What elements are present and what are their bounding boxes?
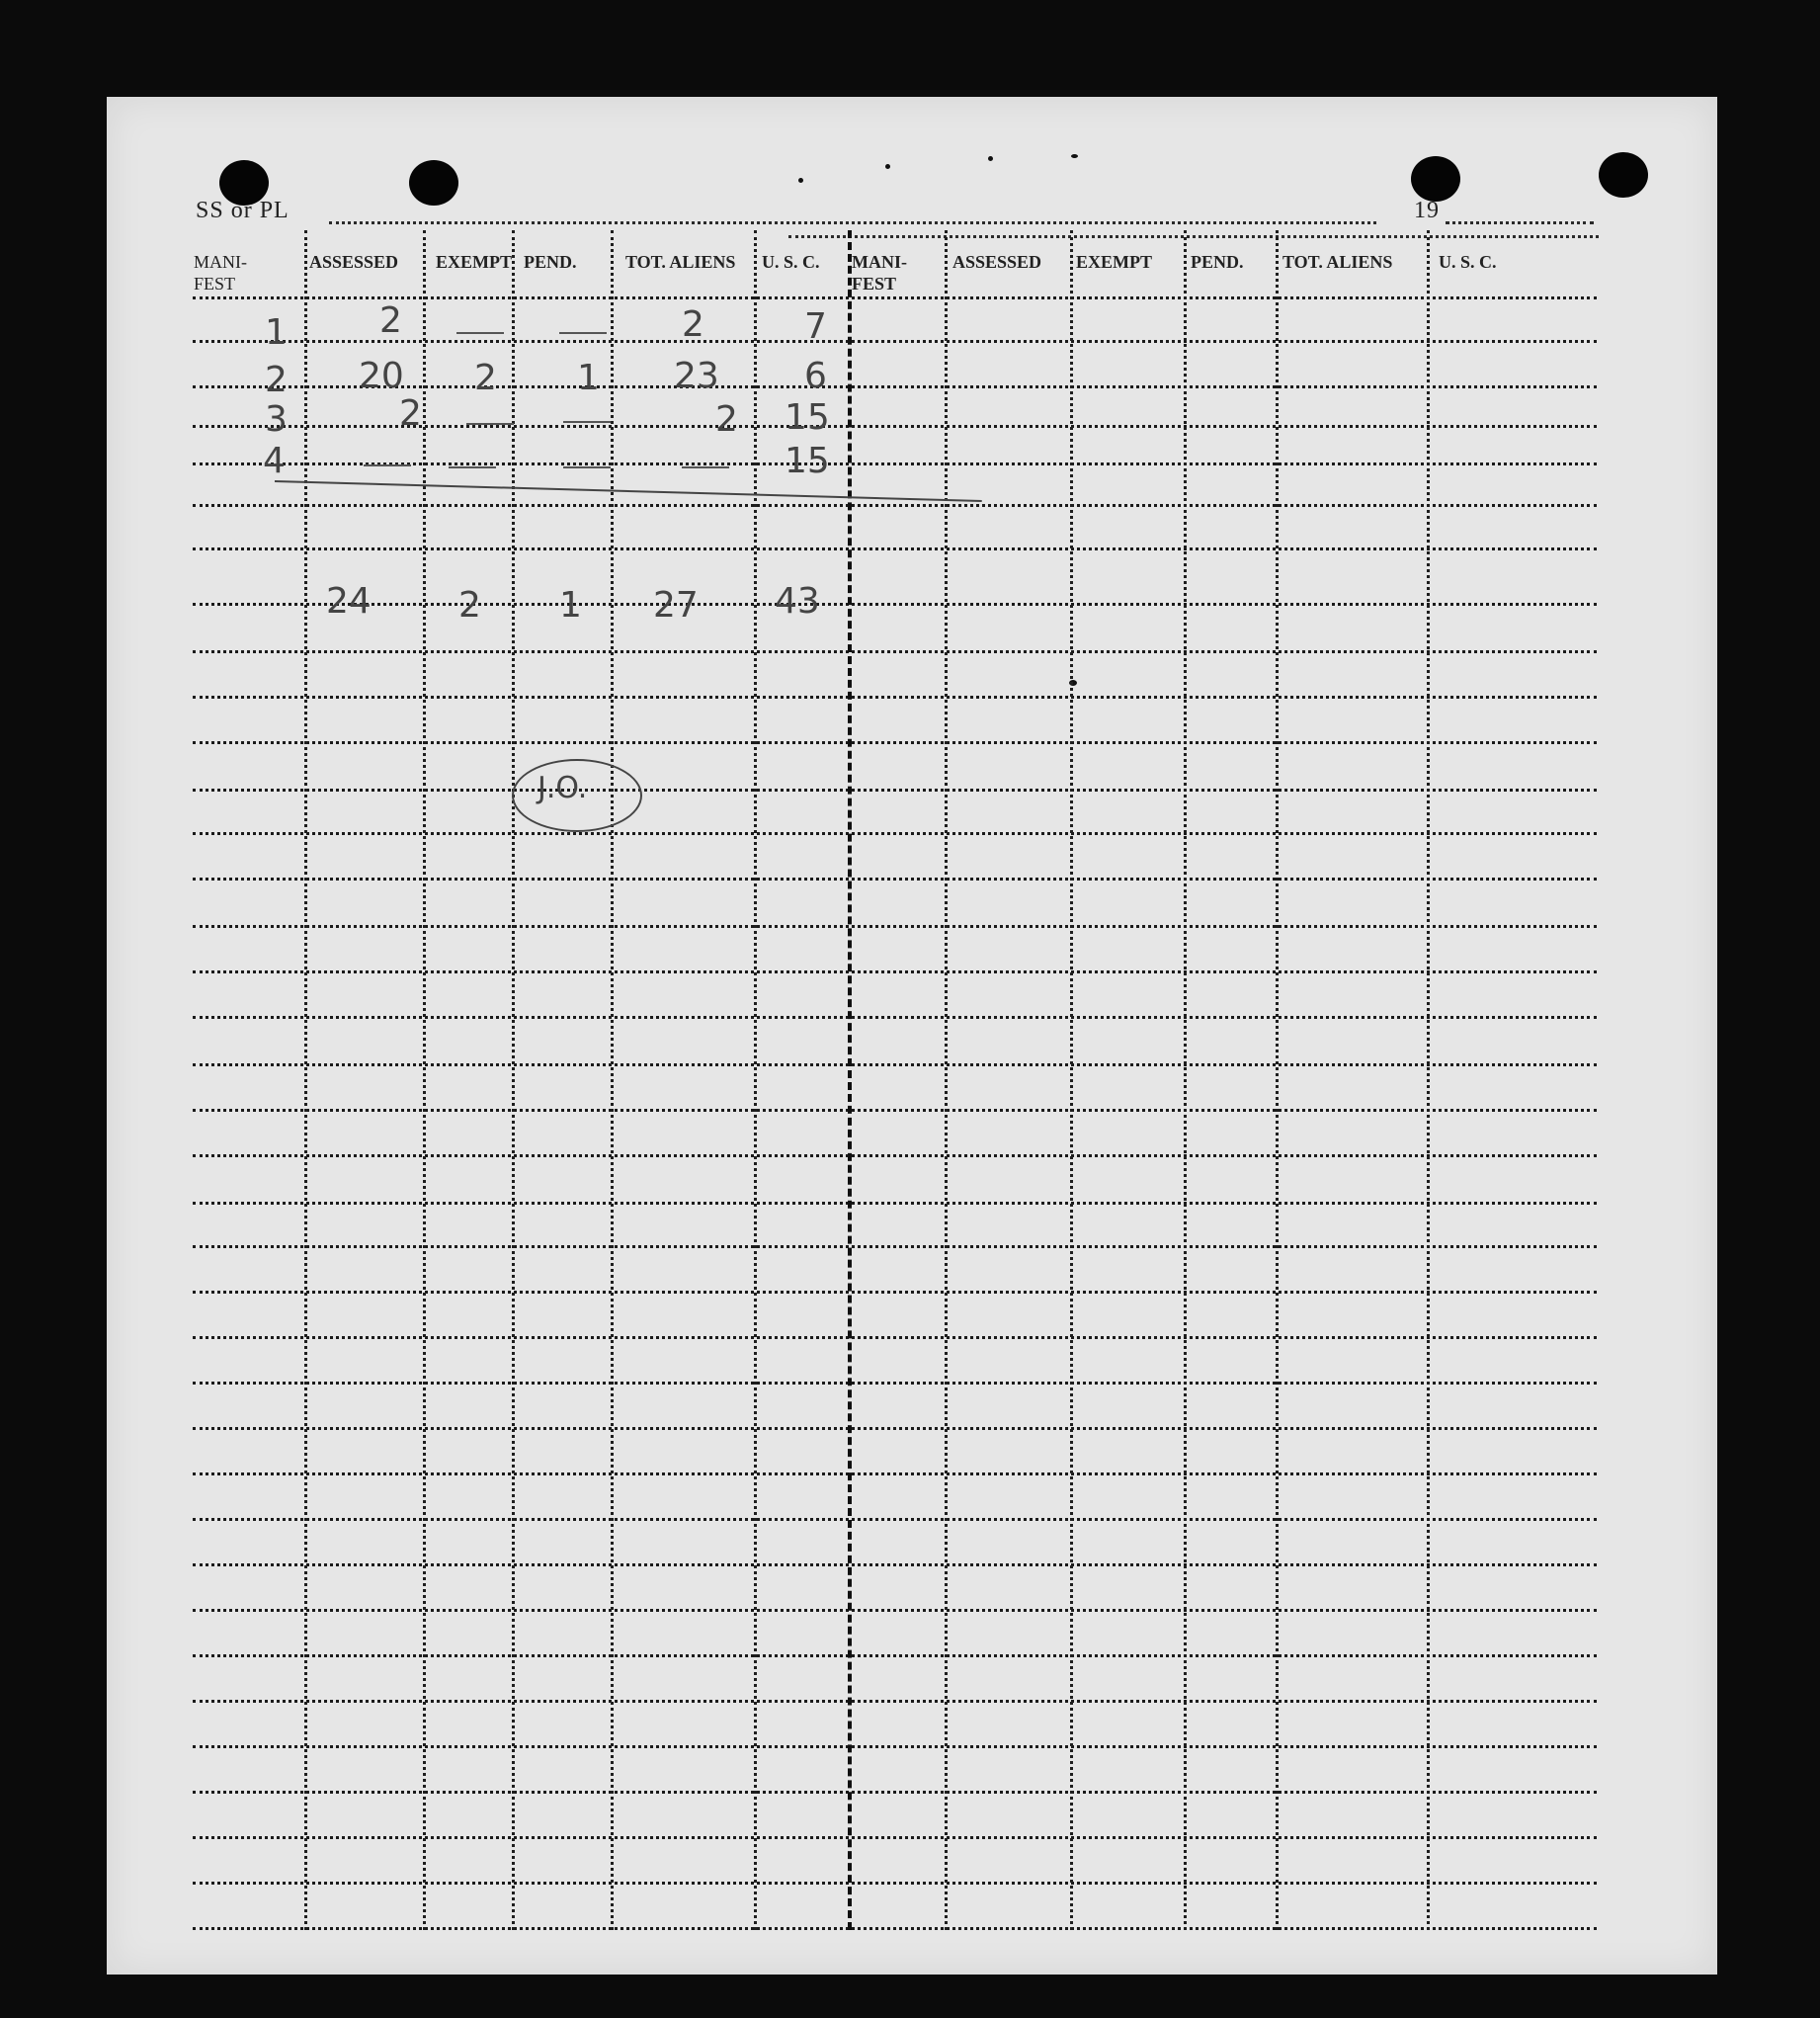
- form-sheet: [107, 97, 1717, 1975]
- punch-hole: [1599, 152, 1648, 198]
- vessel-label: SS or PL: [196, 198, 290, 223]
- ink-speck: [885, 164, 890, 169]
- row3-pend-dash: [563, 421, 611, 423]
- column-rule: [848, 230, 852, 1930]
- row-rule: [193, 1109, 1597, 1112]
- row-rule: [193, 1563, 1597, 1566]
- col-header-assessed-right: ASSESSED: [952, 252, 1042, 272]
- col-header-pend-right: PEND.: [1191, 252, 1244, 272]
- col-header-pend: PEND.: [524, 252, 577, 272]
- row-rule: [193, 970, 1597, 973]
- ink-speck: [988, 156, 993, 161]
- total-assessed: 24: [326, 581, 372, 622]
- column-rule: [304, 230, 307, 1930]
- row-rule: [193, 603, 1597, 606]
- row1-pend-dash: [559, 332, 607, 334]
- row3-assessed: 2: [399, 393, 422, 434]
- row-rule: [193, 504, 1597, 507]
- row-rule: [193, 832, 1597, 835]
- column-rule: [1427, 230, 1430, 1930]
- row-rule: [193, 1518, 1597, 1521]
- row-rule: [193, 1609, 1597, 1612]
- row-rule: [193, 1382, 1597, 1385]
- row-rule: [193, 1427, 1597, 1430]
- row-rule: [193, 741, 1597, 744]
- row-rule: [193, 1154, 1597, 1157]
- row-rule: [193, 1291, 1597, 1294]
- row-rule: [193, 650, 1597, 653]
- year-dotted-line: [1446, 221, 1594, 224]
- row3-tot-aliens: 2: [715, 399, 738, 440]
- row-rule: [193, 1245, 1597, 1248]
- column-rule: [945, 230, 948, 1930]
- row-rule: [193, 1336, 1597, 1339]
- column-rule: [611, 230, 614, 1930]
- row4-assessed-dash: [364, 464, 411, 466]
- circled-initials-text: J.O.: [538, 771, 588, 805]
- col-header-tot-aliens: TOT. ALIENS: [625, 252, 736, 272]
- row2-assessed: 20: [359, 356, 404, 396]
- row-rule: [193, 1654, 1597, 1657]
- row4-tot-aliens-dash: [682, 466, 729, 468]
- row1-assessed: 2: [379, 300, 402, 341]
- ink-speck: [1071, 154, 1078, 158]
- row-rule: [193, 1016, 1597, 1019]
- row4-pend-dash: [563, 466, 611, 468]
- col-header-assessed: ASSESSED: [309, 252, 399, 272]
- col-header-manifest-right: MANI- FEST: [852, 252, 907, 294]
- col-header-tot-aliens-right: TOT. ALIENS: [1282, 252, 1393, 272]
- punch-hole: [409, 160, 458, 206]
- row-rule: [193, 340, 1597, 343]
- total-underline: [275, 480, 982, 502]
- row2-tot-aliens: 23: [674, 356, 719, 396]
- row-rule: [193, 1700, 1597, 1703]
- col-header-usc: U. S. C.: [762, 252, 820, 272]
- row1-exempt-dash: [456, 332, 504, 334]
- col-header-usc-right: U. S. C.: [1439, 252, 1497, 272]
- row-rule: [193, 1927, 1597, 1930]
- row4-manifest: 4: [263, 441, 286, 481]
- row2-manifest: 2: [265, 360, 288, 400]
- total-pend: 1: [559, 585, 582, 626]
- total-exempt: 2: [458, 585, 481, 626]
- col-header-manifest: MANI- FEST: [194, 252, 247, 294]
- row-rule: [193, 1882, 1597, 1885]
- col-header-exempt-right: EXEMPT: [1076, 252, 1153, 272]
- vessel-dotted-line: [329, 221, 1376, 224]
- row-rule: [193, 878, 1597, 881]
- row-rule: [193, 1791, 1597, 1794]
- row-rule: [193, 296, 1597, 299]
- row1-usc: 7: [804, 306, 827, 347]
- column-rule: [512, 230, 515, 1930]
- row-rule: [193, 547, 1597, 550]
- row1-tot-aliens: 2: [682, 304, 704, 345]
- total-usc: 43: [775, 581, 820, 622]
- row-rule: [193, 1472, 1597, 1475]
- row-rule: [193, 925, 1597, 928]
- column-rule: [1276, 230, 1279, 1930]
- punch-hole: [1411, 156, 1460, 202]
- row-rule: [193, 1202, 1597, 1205]
- row-rule: [193, 789, 1597, 792]
- row3-manifest: 3: [265, 399, 288, 440]
- row3-usc: 15: [785, 397, 830, 438]
- ink-speck: [798, 178, 803, 183]
- row-rule: [193, 1063, 1597, 1066]
- row-rule: [193, 696, 1597, 699]
- row2-exempt: 2: [474, 358, 497, 398]
- row2-pend: 1: [577, 358, 600, 398]
- column-rule: [1070, 230, 1073, 1930]
- row-rule: [193, 1745, 1597, 1748]
- row1-manifest: 1: [265, 312, 288, 353]
- row4-exempt-dash: [449, 466, 496, 468]
- row3-exempt-dash: [466, 423, 514, 425]
- total-tot-aliens: 27: [653, 585, 699, 626]
- row-rule: [193, 1836, 1597, 1839]
- year-prefix: 19: [1414, 198, 1440, 223]
- column-rule: [1184, 230, 1187, 1930]
- row2-usc: 6: [804, 356, 827, 396]
- header-top-rule: [788, 235, 1599, 238]
- column-rule: [754, 230, 757, 1930]
- row4-usc: 15: [785, 441, 830, 481]
- col-header-exempt: EXEMPT: [436, 252, 513, 272]
